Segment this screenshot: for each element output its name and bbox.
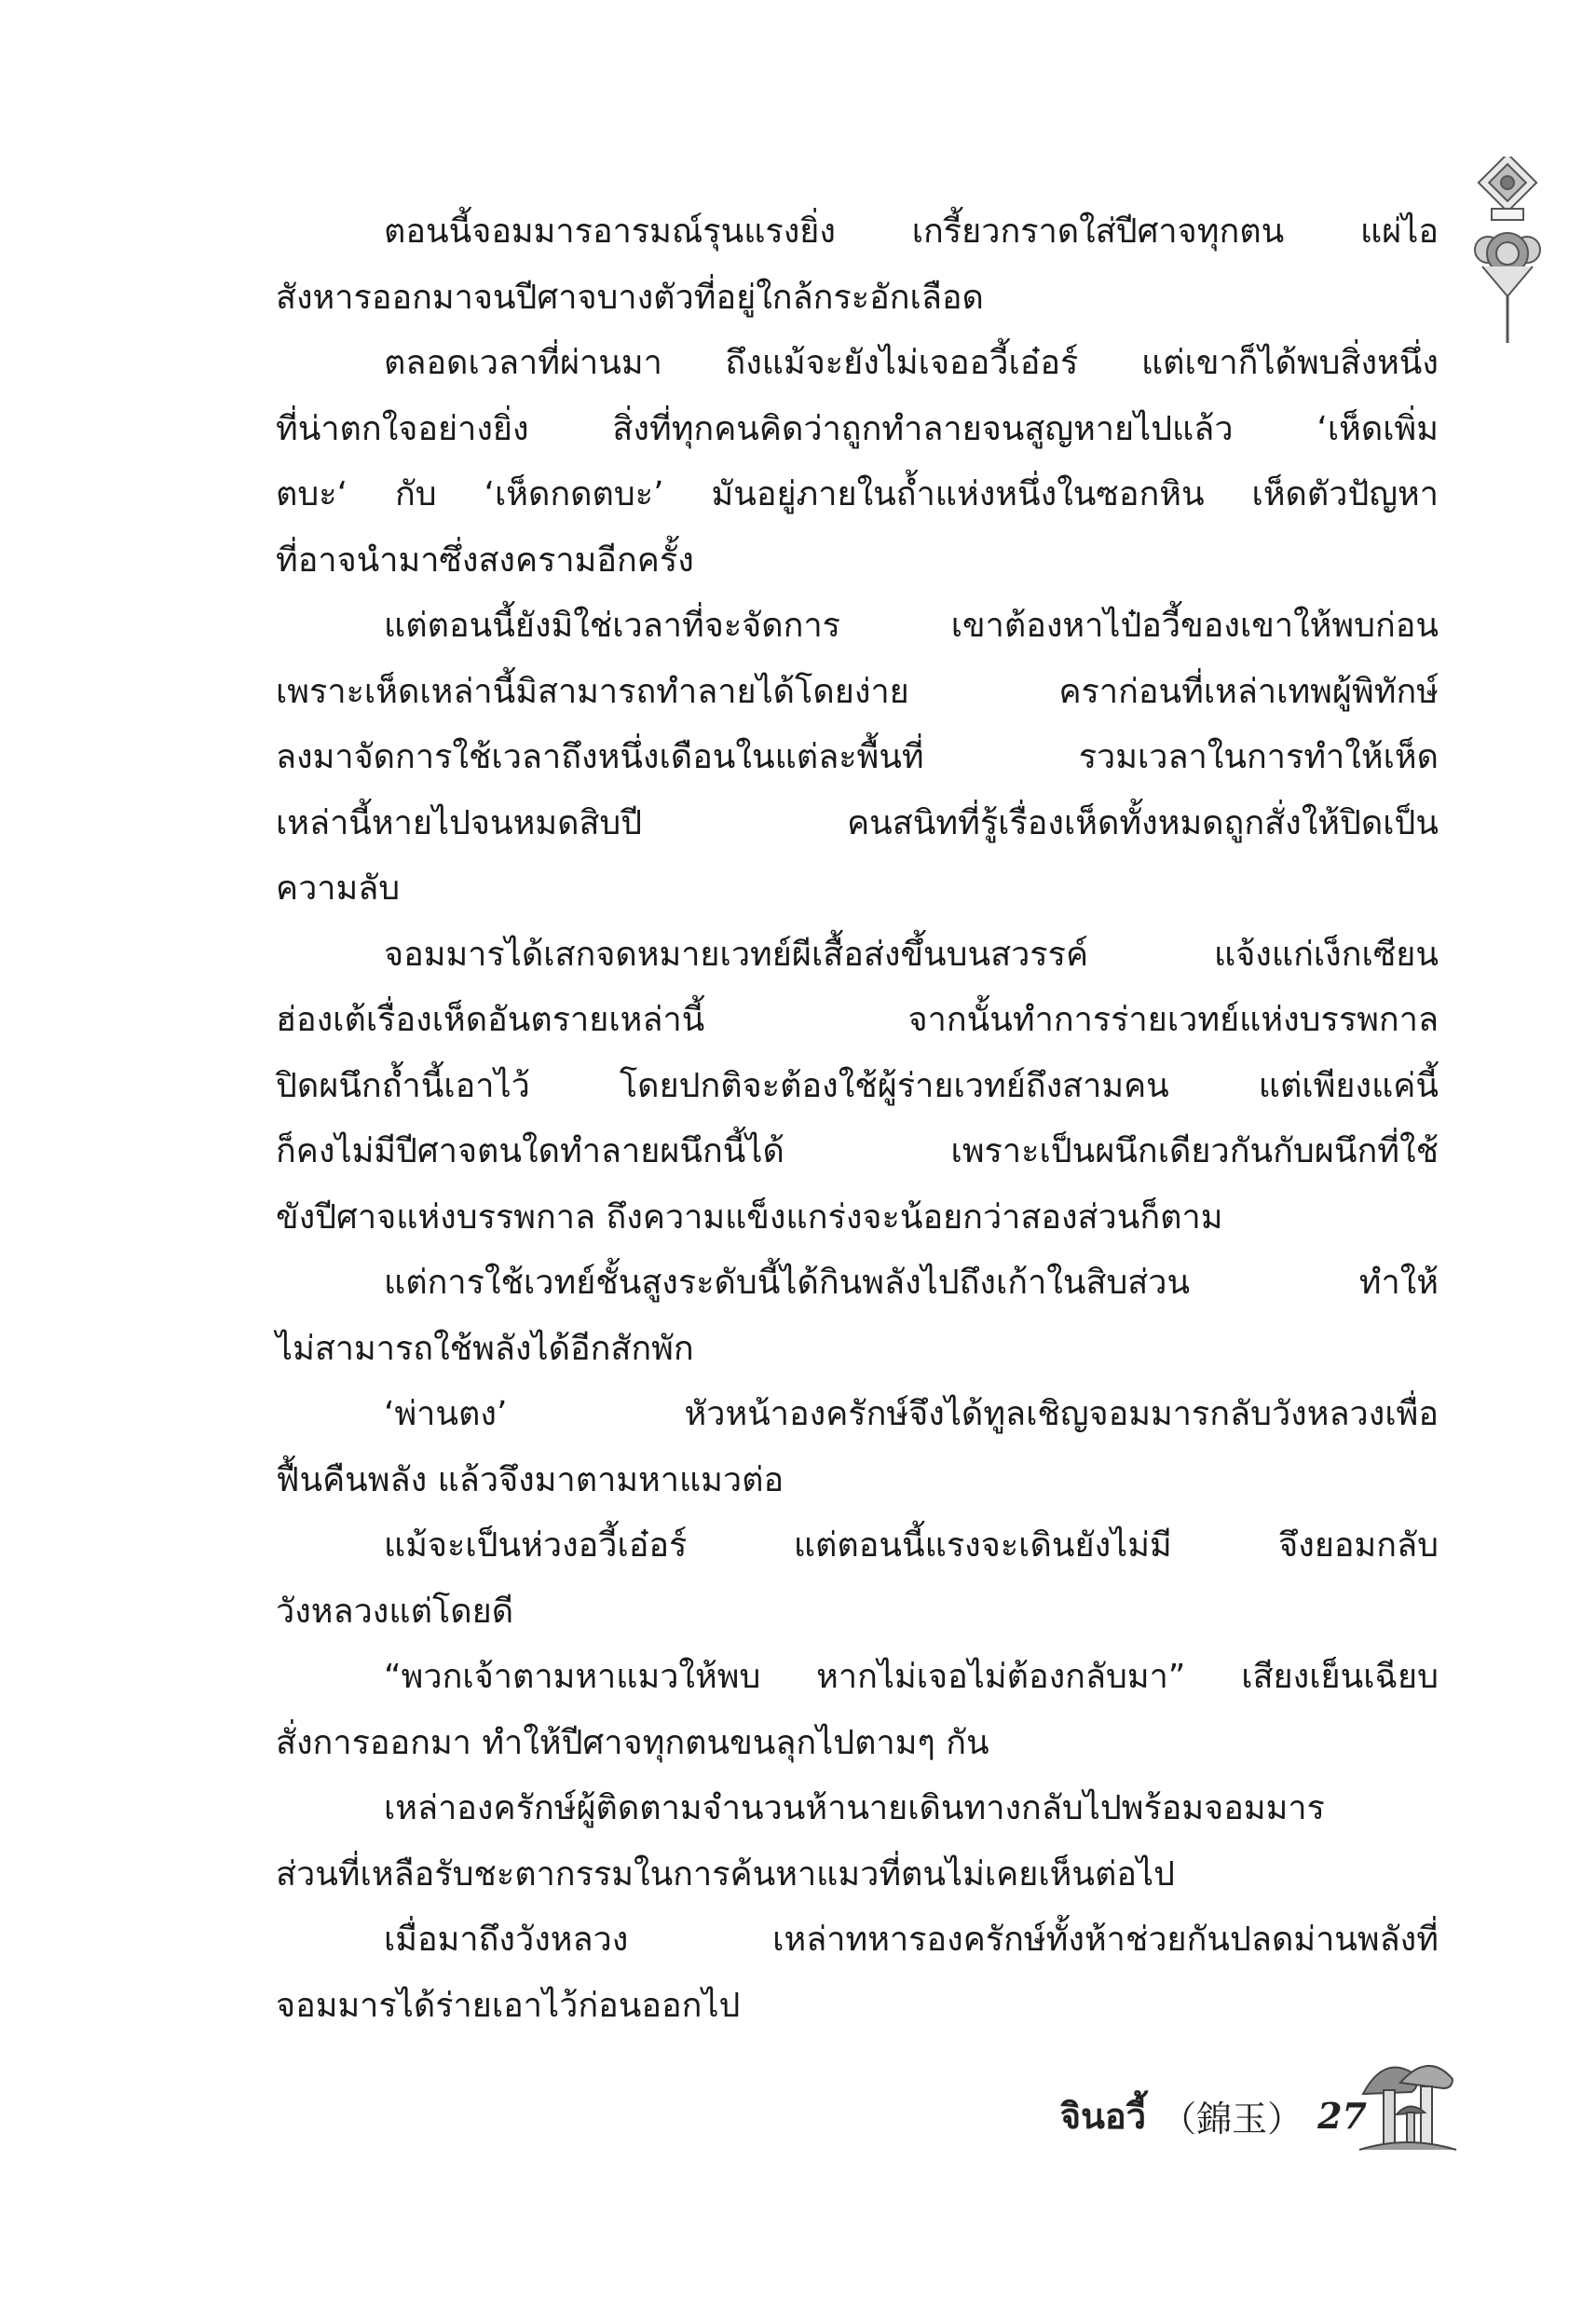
text-line: ปิดผนึกถ้ำนี้เอาไว้ โดยปกติจะต้องใช้ผู้ร่ายเวทย์ถึงสามคน แต่เพียงแค่นี้ bbox=[276, 1066, 1439, 1105]
text-line: “พวกเจ้าตามหาแมวให้พบ หากไม่เจอไม่ต้องกลับมา” เสียงเย็นเฉียบ bbox=[384, 1658, 1439, 1696]
text-line: แต่ตอนนี้ยังมิใช่เวลาที่จะจัดการ เขาต้องหาไป๋อวี้ของเขาให้พบก่อน bbox=[384, 607, 1439, 645]
chapter-ornament-icon bbox=[1467, 157, 1548, 348]
text-line: ลงมาจัดการใช้เวลาถึงหนึ่งเดือนในแต่ละพื้นที่ รวมเวลาในการทำให้เห็ด bbox=[276, 738, 1439, 776]
text-line: ‘พ่านตง’ หัวหน้าองครักษ์จึงได้ทูลเชิญจอมมารกลับวังหลวงเพื่อ bbox=[384, 1395, 1439, 1433]
text-line: ตลอดเวลาที่ผ่านมา ถึงแม้จะยังไม่เจออวี้เอ๋อร์ แต่เขาก็ได้พบสิ่งหนึ่ง bbox=[384, 344, 1439, 382]
book-title-cjk: （錦玉） bbox=[1161, 2098, 1303, 2140]
mushroom-icon bbox=[1356, 2045, 1458, 2157]
text-line: ส่วนที่เหลือรับชะตากรรมในการค้นหาแมวที่ตนไม่เคยเห็นต่อไป bbox=[276, 1854, 1175, 1894]
text-line: จอมมารได้เสกจดหมายเวทย์ผีเสื้อส่งขึ้นบนสวรรค์ แจ้งแก่เง็กเซียน bbox=[384, 935, 1439, 974]
page-footer bbox=[1060, 2087, 1367, 2143]
text-line: วังหลวงแต่โดยดี bbox=[276, 1592, 514, 1631]
text-line: แต่การใช้เวทย์ชั้นสูงระดับนี้ได้กินพลังไปถึงเก้าในสิบส่วน ทำให้ bbox=[384, 1264, 1439, 1302]
page-number: 27 bbox=[1317, 2094, 1367, 2137]
text-line: ไม่สามารถใช้พลังได้อีกสักพัก bbox=[276, 1329, 694, 1368]
text-line: สังหารออกมาจนปีศาจบางตัวที่อยู่ใกล้กระอักเลือด bbox=[276, 278, 984, 317]
text-line: แม้จะเป็นห่วงอวี้เอ๋อร์ แต่ตอนนี้แรงจะเดินยังไม่มี จึงยอมกลับ bbox=[384, 1526, 1439, 1565]
text-line: เมื่อมาถึงวังหลวง เหล่าทหารองครักษ์ทั้งห้าช่วยกันปลดม่านพลังที่ bbox=[384, 1921, 1439, 1959]
text-line: สั่งการออกมา ทำให้ปีศาจทุกตนขนลุกไปตามๆ กัน bbox=[276, 1723, 989, 1762]
text-line: เพราะเห็ดเหล่านี้มิสามารถทำลายได้โดยง่าย คราก่อนที่เหล่าเทพผู้พิทักษ์ bbox=[276, 672, 1439, 711]
text-line: ฟื้นคืนพลัง แล้วจึงมาตามหาแมวต่อ bbox=[276, 1460, 784, 1499]
book-title-thai: จินอวี้ bbox=[1059, 2095, 1147, 2137]
text-line: ที่อาจนำมาซึ่งสงครามอีกครั้ง bbox=[276, 540, 694, 580]
text-line: ขังปีศาจแห่งบรรพกาล ถึงความแข็งแกร่งจะน้อยกว่าสองส่วนก็ตาม bbox=[276, 1197, 1223, 1237]
text-line: เหล่านี้หายไปจนหมดสิบปี คนสนิทที่รู้เรื่องเห็ดทั้งหมดถูกสั่งให้ปิดเป็น bbox=[276, 803, 1439, 842]
text-line: ตอนนี้จอมมารอารมณ์รุนแรงยิ่ง เกรี้ยวกราดใส่ปีศาจทุกตน แผ่ไอ bbox=[384, 212, 1439, 251]
text-line: ที่น่าตกใจอย่างยิ่ง สิ่งที่ทุกคนคิดว่าถูกทำลายจนสูญหายไปแล้ว ‘เห็ดเพิ่ม bbox=[276, 409, 1439, 448]
text-line: จอมมารได้ร่ายเอาไว้ก่อนออกไป bbox=[276, 1986, 741, 2025]
text-line: ความลับ bbox=[276, 869, 401, 908]
body-text bbox=[276, 199, 1439, 2039]
text-line: ก็คงไม่มีปีศาจตนใดทำลายผนึกนี้ได้ เพราะเป็นผนึกเดียวกันกับผนึกที่ใช้ bbox=[276, 1132, 1439, 1170]
text-line: ฮ่องเต้เรื่องเห็ดอันตรายเหล่านี้ จากนั้นทำการร่ายเวทย์แห่งบรรพกาล bbox=[276, 1001, 1439, 1039]
text-line: เหล่าองครักษ์ผู้ติดตามจำนวนห้านายเดินทางกลับไปพร้อมจอมมาร bbox=[384, 1789, 1325, 1827]
text-line: ตบะ‘ กับ ‘เห็ดกดตบะ’ มันอยู่ภายในถ้ำแห่งหนึ่งในซอกหิน เห็ดตัวปัญหา bbox=[276, 475, 1439, 513]
